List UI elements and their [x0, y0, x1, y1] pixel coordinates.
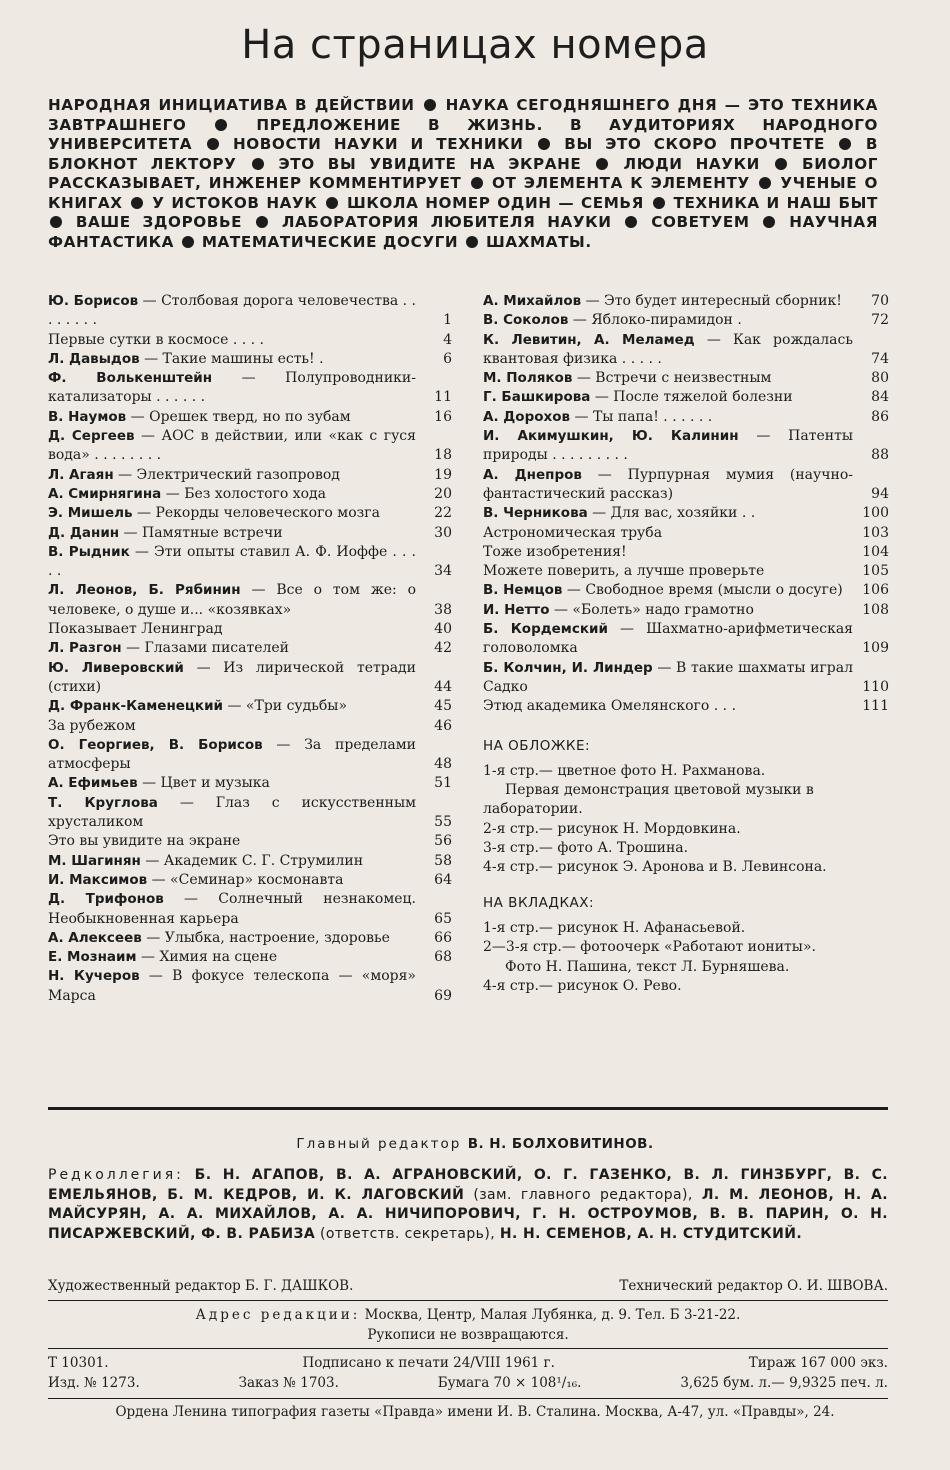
- editorial-board: [48, 1166, 888, 1244]
- toc-title: Можете поверить, а лучше проверьте: [483, 563, 765, 580]
- inserts-heading: НА ВКЛАДКАХ:: [483, 894, 595, 911]
- divider: [48, 1300, 888, 1301]
- toc-title: — Эти опыты ставил А. Ф. Иоффе . . . . .: [48, 543, 416, 580]
- contents-left-column: [48, 292, 452, 1006]
- cover-heading: НА ОБЛОЖКЕ:: [483, 737, 591, 754]
- toc-entry-text: [48, 948, 416, 967]
- toc-title: — «Семинар» космонавта: [147, 871, 344, 888]
- bullet-icon: [326, 197, 338, 209]
- toc-title: — Ты папа! . . . . . .: [570, 408, 713, 425]
- toc-entry-text: [48, 717, 416, 736]
- toc-title: — Улыбка, настроение, здоровье: [141, 929, 390, 946]
- toc-page-number: 109: [862, 640, 889, 657]
- toc-entry: [48, 427, 452, 466]
- toc-title: — Полупроводники-катализаторы . . . . . .: [48, 370, 416, 406]
- toc-page-number: 94: [871, 485, 889, 502]
- toc-entry-text: [48, 466, 416, 485]
- toc-title: — В такие шахматы играл Садко: [483, 659, 853, 695]
- toc-entry-text: [48, 350, 416, 369]
- rubric-item: НОВОСТИ НАУКИ И ТЕХНИКИ: [232, 135, 524, 153]
- toc-author: Н. Кучеров: [48, 968, 140, 985]
- art-editor: Художественный редактор Б. Г. ДАШКОВ.: [48, 1278, 354, 1294]
- toc-entry: [483, 697, 889, 716]
- credit-line: Первая демонстрация цветовой музыки в лаборатории.: [483, 782, 814, 818]
- toc-title: Показывает Ленинград: [48, 621, 223, 638]
- toc-title: Это вы увидите на экране: [48, 833, 241, 850]
- toc-entry: [483, 659, 889, 698]
- toc-entry: [48, 717, 452, 736]
- toc-entry-text: [48, 774, 416, 793]
- toc-entry-text: [48, 620, 416, 639]
- bullet-icon: [256, 216, 268, 228]
- page-title: На страницах номера: [241, 22, 709, 68]
- chief-editor-name: В. Н. БОЛХОВИТИНОВ.: [467, 1136, 654, 1152]
- toc-title: — Солнечный незнакомец. Необыкновенная карьера: [48, 891, 416, 927]
- toc-entry: [48, 466, 452, 485]
- toc-author: Д. Сергеев: [48, 428, 135, 445]
- toc-entry: [483, 292, 889, 311]
- toc-page-number: 42: [434, 640, 452, 657]
- credit-line: 2—3-я стр.— фотоочерк «Работают иониты».: [483, 939, 816, 956]
- toc-title: За рубежом: [48, 717, 136, 734]
- toc-author: Ю. Борисов: [48, 293, 139, 309]
- toc-author: И. Максимов: [48, 871, 148, 888]
- toc-entry-text: [483, 427, 853, 466]
- rubric-item: НАРОДНАЯ ИНИЦИАТИВА В ДЕЙСТВИИ: [48, 96, 415, 114]
- divider: [48, 1107, 888, 1110]
- toc-title: — «Три судьбы»: [223, 698, 348, 715]
- rubric-item: УЧЕНЫЕ О КНИГАХ: [48, 174, 878, 212]
- toc-entry: [483, 427, 889, 466]
- toc-author: И. Нетто: [483, 601, 550, 618]
- toc-page-number: 86: [871, 408, 889, 425]
- toc-entry: [48, 697, 452, 716]
- manuscripts-note: Рукописи не возвращаются.: [367, 1326, 569, 1343]
- contents-right-column: [483, 292, 889, 996]
- toc-title: — Памятные встречи: [119, 524, 283, 541]
- rubric-item: НАУКА СЕГОДНЯШНЕГО ДНЯ — ЭТО ТЕХНИКА ЗАВТРАШНЕГО: [48, 96, 878, 134]
- bullet-icon: [424, 99, 436, 111]
- toc-page-number: 72: [871, 312, 889, 329]
- address-block: [48, 1306, 888, 1345]
- rubric-item: МАТЕМАТИЧЕСКИЕ ДОСУГИ: [201, 232, 459, 251]
- imprint-row-2: [48, 1374, 888, 1394]
- toc-entry: [483, 369, 889, 388]
- chief-editor: [0, 1136, 950, 1152]
- toc-page-number: 40: [434, 621, 452, 638]
- toc-entry-text: [48, 427, 416, 466]
- toc-author: О. Георгиев, В. Борисов: [48, 736, 263, 753]
- toc-page-number: 65: [434, 910, 452, 927]
- toc-title: — Встречи с неизвестным: [572, 370, 772, 387]
- toc-page-number: 19: [434, 466, 452, 483]
- toc-entry: [483, 524, 889, 543]
- bullet-icon: [252, 158, 264, 170]
- toc-title: — АОС в действии, или «как с гуся вода» . . . . . . . .: [48, 428, 416, 464]
- toc-entry-text: [483, 369, 853, 388]
- toc-page-number: 45: [434, 698, 452, 715]
- board-note-1: (зам. главного редактора),: [473, 1186, 693, 1203]
- toc-title: Астрономическая труба: [483, 524, 663, 541]
- toc-entry-text: [483, 659, 853, 698]
- board-note-2: (ответств. секретарь),: [319, 1225, 496, 1242]
- toc-entry-text: [483, 408, 853, 427]
- toc-entry-text: [483, 524, 853, 543]
- toc-page-number: 46: [434, 717, 452, 734]
- toc-title: — Глазами писателей: [121, 640, 289, 657]
- printer-info: Ордена Ленина типография газеты «Правда» имени И. В. Сталина. Москва, А-47, ул. «Правды», 24.: [115, 1404, 835, 1420]
- toc-title: — В фокусе телескопа — «моря» Марса: [48, 968, 416, 1004]
- toc-page-number: 30: [434, 524, 452, 541]
- toc-page-number: 66: [434, 929, 452, 946]
- toc-page-number: 56: [434, 833, 452, 850]
- rubric-item: ЛАБОРАТОРИЯ ЛЮБИТЕЛЯ НАУКИ: [281, 213, 612, 231]
- toc-entry-text: [483, 581, 853, 600]
- toc-page-number: 88: [871, 447, 889, 464]
- rubric-item: ТЕХНИКА И НАШ БЫТ: [673, 193, 878, 212]
- bullet-icon: [50, 216, 62, 228]
- toc-page-number: 80: [871, 370, 889, 387]
- toc-page-number: 69: [434, 987, 452, 1004]
- toc-entry: [48, 485, 452, 504]
- board-label: Редколлегия:: [48, 1167, 184, 1183]
- toc-title: — Яблоко-пирамидон .: [568, 312, 742, 329]
- toc-title: — Патенты природы . . . . . . . . .: [483, 428, 853, 464]
- credit-line: 1-я стр.— рисунок Н. Афанасьевой.: [483, 919, 746, 936]
- toc-entry-text: [48, 736, 416, 775]
- credit-line: 4-я стр.— рисунок Э. Аронова и В. Левинсона.: [483, 859, 827, 876]
- toc-entry-text: [483, 504, 853, 523]
- toc-author: Э. Мишель: [48, 505, 133, 522]
- toc-entry: [48, 408, 452, 427]
- toc-entry: [48, 543, 452, 582]
- credit-line: 4-я стр.— рисунок О. Рево.: [483, 977, 682, 994]
- toc-page-number: 105: [862, 563, 889, 580]
- toc-author: Д. Франк-Каменецкий: [48, 698, 224, 715]
- toc-entry: [48, 890, 452, 929]
- toc-entry-text: [48, 852, 416, 871]
- toc-author: К. Левитин, А. Меламед: [483, 331, 695, 348]
- toc-author: В. Рыдник: [48, 543, 130, 560]
- toc-page-number: 38: [434, 601, 452, 618]
- credit-line: 1-я стр.— цветное фото Н. Рахманова.: [483, 762, 766, 779]
- toc-title: — Такие машины есть! .: [139, 350, 324, 367]
- toc-entry-text: [48, 639, 416, 658]
- toc-title: — Свободное время (мысли о досуге): [562, 582, 843, 599]
- toc-author: А. Смирнягина: [48, 485, 162, 502]
- toc-author: Ф. Волькенштейн: [48, 370, 213, 387]
- toc-author: Л. Разгон: [48, 640, 122, 657]
- toc-page-number: 58: [434, 852, 452, 869]
- toc-page-number: 70: [871, 293, 889, 309]
- toc-page-number: 11: [434, 389, 452, 406]
- toc-entry: [483, 311, 889, 330]
- toc-entry-text: [48, 331, 416, 350]
- bullet-icon: [215, 119, 227, 131]
- toc-entry: [48, 871, 452, 890]
- toc-entry: [48, 852, 452, 871]
- toc-page-number: 103: [862, 524, 889, 541]
- toc-title: — Из лирической тетради (стихи): [48, 659, 416, 695]
- toc-page-number: 104: [862, 543, 889, 560]
- toc-title: — Без холостого хода: [161, 485, 327, 502]
- bullet-icon: [596, 158, 608, 170]
- divider: [48, 1348, 888, 1349]
- toc-entry-text: [48, 697, 416, 716]
- toc-entry-text: [48, 524, 416, 543]
- toc-entry-text: [48, 292, 416, 331]
- imprint-row-1: [48, 1354, 888, 1374]
- toc-page-number: 106: [862, 582, 889, 599]
- toc-page-number: 55: [434, 814, 452, 831]
- toc-entry: [48, 794, 452, 833]
- toc-author: Ю. Ливеровский: [48, 659, 184, 676]
- rubric-item: ВЫ ЭТО СКОРО ПРОЧТЕТЕ: [564, 135, 826, 153]
- board-members-3: Н. Н. СЕМЕНОВ, А. Н. СТУДИТСКИЙ.: [499, 1225, 803, 1242]
- toc-page-number: 68: [434, 949, 452, 966]
- toc-title: — Академик С. Г. Струмилин: [140, 852, 364, 869]
- toc-author: Л. Давыдов: [48, 350, 140, 367]
- toc-title: — Цвет и музыка: [137, 775, 270, 792]
- toc-entry: [48, 659, 452, 698]
- toc-entry-text: [48, 581, 416, 620]
- toc-page-number: 74: [871, 350, 889, 367]
- toc-author: Б. Кордемский: [483, 621, 608, 638]
- rubric-item: СОВЕТУЕМ: [651, 213, 750, 231]
- toc-title: — Химия на сцене: [136, 949, 278, 966]
- toc-entry: [48, 639, 452, 658]
- toc-title: — Как рождалась квантовая физика . . . . .: [483, 331, 853, 367]
- toc-entry: [48, 620, 452, 639]
- bullet-icon: [839, 138, 851, 150]
- toc-entry-text: [48, 871, 416, 890]
- toc-page-number: 1: [443, 312, 452, 329]
- toc-entry: [483, 504, 889, 523]
- toc-author: А. Алексеев: [48, 929, 142, 946]
- toc-entry: [48, 369, 452, 408]
- toc-entry-text: [483, 466, 853, 505]
- credit-line: 3-я стр.— фото А. Трошина.: [483, 840, 689, 857]
- toc-entry: [483, 408, 889, 427]
- imprint-number: Т 10301.: [48, 1355, 109, 1371]
- toc-author: Т. Круглова: [48, 794, 158, 811]
- bullet-icon: [653, 197, 665, 209]
- toc-author: В. Немцов: [483, 582, 563, 599]
- toc-author: И. Акимушкин, Ю. Калинин: [483, 428, 739, 445]
- bullet-icon: [759, 177, 771, 189]
- toc-title: — Все о том же: о человеке, о душе и... «козявках»: [48, 582, 416, 618]
- rubric-item: БИОЛОГ РАССКАЗЫВАЕТ, ИНЖЕНЕР КОММЕНТИРУЕТ: [48, 154, 879, 192]
- toc-entry-text: [48, 794, 416, 833]
- toc-entry: [48, 504, 452, 523]
- imprint-circulation: Тираж 167 000 экз.: [748, 1355, 888, 1371]
- toc-page-number: 20: [434, 485, 452, 502]
- toc-author: А. Ефимьев: [48, 775, 138, 792]
- toc-title: — Пурпурная мумия (научно-фантастический рассказ): [483, 466, 853, 502]
- toc-entry-text: [483, 562, 853, 581]
- board-members-2: Л. М. ЛЕОНОВ, Н. А. МАЙСУРЯН, А. А. МИХАЙЛОВ, А. А. НИЧИПОРОВИЧ, Г. Н. ОСТРОУМОВ, В. В. ПАРИН, О. Н. ПИСАРЖЕВСКИЙ, Ф. В. РАБИЗА: [48, 1186, 889, 1242]
- imprint-sheets: 3,625 бум. л.— 9,9325 печ. л.: [680, 1375, 888, 1391]
- toc-entry-text: [48, 543, 416, 582]
- toc-entry: [483, 581, 889, 600]
- toc-title: — Орешек тверд, но по зубам: [126, 408, 351, 425]
- rubric-item: ШАХМАТЫ.: [486, 232, 592, 251]
- bullet-icon: [471, 177, 483, 189]
- rubric-item: ПРЕДЛОЖЕНИЕ В ЖИЗНЬ. В АУДИТОРИЯХ НАРОДНОГО УНИВЕРСИТЕТА: [48, 115, 878, 153]
- bullet-icon: [775, 158, 787, 170]
- toc-author: М. Шагинян: [48, 852, 141, 869]
- toc-page-number: 84: [871, 389, 889, 406]
- toc-entry-text: [483, 601, 853, 620]
- toc-page-number: 108: [862, 601, 889, 618]
- toc-entry: [483, 601, 889, 620]
- rubrics-list: [48, 96, 878, 252]
- credit-line: Фото Н. Пашина, текст Л. Бурняшева.: [505, 958, 790, 975]
- divider: [48, 1398, 888, 1399]
- rubric-item: ЭТО ВЫ УВИДИТЕ НА ЭКРАНЕ: [278, 154, 582, 173]
- toc-title: — После тяжелой болезни: [590, 389, 793, 406]
- toc-entry-text: [48, 369, 416, 408]
- toc-entry: [48, 736, 452, 775]
- toc-author: В. Соколов: [483, 312, 569, 329]
- toc-title: — Шахматно-арифметическая головоломка: [483, 621, 853, 657]
- toc-title: — Столбовая дорога человечества . . . . . . . .: [48, 293, 416, 329]
- toc-title: — Для вас, хозяйки . .: [587, 505, 756, 522]
- toc-author: Д. Данин: [48, 524, 120, 541]
- address-label: Адрес редакции:: [195, 1307, 361, 1323]
- editors-row: [48, 1277, 888, 1297]
- toc-author: А. Днепров: [483, 466, 582, 483]
- toc-entry-text: [483, 292, 853, 311]
- toc-entry: [48, 581, 452, 620]
- toc-entry: [48, 524, 452, 543]
- bullet-icon: [763, 216, 775, 228]
- toc-entry: [48, 929, 452, 948]
- toc-page-number: 111: [862, 698, 889, 715]
- toc-page-number: 4: [443, 331, 452, 348]
- toc-title: — Рекорды человеческого мозга: [132, 505, 380, 522]
- toc-entry: [48, 967, 452, 1006]
- bullet-icon: [207, 138, 219, 150]
- toc-page-number: 16: [434, 408, 452, 425]
- toc-entry: [48, 948, 452, 967]
- toc-author: А. Дорохов: [483, 408, 571, 425]
- toc-entry: [483, 543, 889, 562]
- imprint-edition: Изд. № 1273.: [48, 1375, 140, 1391]
- toc-entry: [48, 331, 452, 350]
- toc-title: Первые сутки в космосе . . . .: [48, 331, 264, 348]
- bullet-icon: [182, 236, 194, 248]
- toc-page-number: 100: [862, 505, 889, 522]
- toc-entry: [483, 388, 889, 407]
- toc-entry: [48, 832, 452, 851]
- toc-entry: [483, 331, 889, 370]
- toc-title: — Электрический газопровод: [113, 466, 340, 483]
- rubric-item: У ИСТОКОВ НАУК: [152, 193, 318, 212]
- toc-author: Л. Агаян: [48, 466, 114, 483]
- toc-entry-text: [48, 890, 416, 929]
- toc-entry-text: [48, 408, 416, 427]
- toc-author: Л. Леонов, Б. Рябинин: [48, 582, 241, 599]
- toc-entry: [48, 292, 452, 331]
- toc-title: — Глаз с искусственным хрусталиком: [48, 794, 416, 831]
- board-members-1: Б. Н. АГАПОВ, В. А. АГРАНОВСКИЙ, О. Г. ГАЗЕНКО, В. Л. ГИНЗБУРГ, В. С. ЕМЕЛЬЯНОВ, Б. М. КЕДРОВ, И. К. ЛАГОВСКИЙ: [48, 1167, 888, 1203]
- toc-entry-text: [48, 929, 416, 948]
- tech-editor: Технический редактор О. И. ШВОВА.: [619, 1278, 888, 1294]
- toc-entry: [483, 562, 889, 581]
- toc-author: В. Наумов: [48, 408, 127, 425]
- toc-page-number: 18: [434, 447, 452, 464]
- rubric-item: В БЛОКНОТ ЛЕКТОРУ: [48, 135, 879, 173]
- bullet-icon: [625, 216, 637, 228]
- toc-page-number: 51: [434, 775, 452, 792]
- toc-entry-text: [48, 485, 416, 504]
- rubric-item: НАУЧНАЯ ФАНТАСТИКА: [48, 213, 879, 251]
- toc-page-number: 34: [434, 563, 452, 580]
- toc-page-number: 44: [434, 678, 452, 695]
- toc-entry-text: [483, 697, 853, 716]
- toc-entry-text: [48, 967, 416, 1006]
- toc-entry-text: [48, 832, 416, 851]
- toc-page-number: 6: [443, 350, 452, 367]
- toc-entry-text: [48, 504, 416, 523]
- bullet-icon: [466, 236, 478, 248]
- toc-page-number: 64: [434, 871, 452, 888]
- toc-entry: [48, 774, 452, 793]
- toc-author: Б. Колчин, И. Линдер: [483, 659, 653, 676]
- rubric-item: ШКОЛА НОМЕР ОДИН — СЕМЬЯ: [346, 193, 644, 212]
- imprint-paper: Бумага 70 × 108¹/₁₆.: [437, 1375, 582, 1391]
- toc-entry-text: [483, 620, 853, 659]
- bullet-icon: [538, 138, 550, 150]
- toc-author: Г. Башкирова: [483, 389, 591, 406]
- toc-entry-text: [483, 388, 853, 407]
- imprint-signed: Подписано к печати 24/VIII 1961 г.: [302, 1355, 555, 1371]
- toc-page-number: 48: [434, 756, 452, 773]
- toc-title: — Это будет интересный сборник!: [581, 293, 842, 309]
- credit-line: 2-я стр.— рисунок Н. Мордовкина.: [483, 820, 741, 837]
- toc-entry-text: [483, 543, 853, 562]
- toc-title: — «Болеть» надо грамотно: [549, 601, 754, 618]
- toc-title: Тоже изобретения!: [483, 543, 627, 560]
- chief-editor-label: Главный редактор: [296, 1136, 462, 1152]
- rubric-item: ВАШЕ ЗДОРОВЬЕ: [75, 213, 243, 231]
- toc-entry: [483, 620, 889, 659]
- toc-entry-text: [48, 659, 416, 698]
- bullet-icon: [131, 197, 143, 209]
- toc-title: Этюд академика Омелянского . . .: [483, 698, 737, 715]
- toc-entry: [48, 350, 452, 369]
- toc-page-number: 22: [434, 505, 452, 522]
- rubric-item: ОТ ЭЛЕМЕНТА К ЭЛЕМЕНТУ: [491, 174, 750, 192]
- toc-title: — За пределами атмосферы: [48, 736, 416, 773]
- toc-author: В. Черникова: [483, 505, 588, 522]
- toc-author: А. Михайлов: [483, 293, 582, 309]
- toc-author: Д. Трифонов: [48, 891, 164, 908]
- toc-entry-text: [483, 311, 853, 330]
- toc-author: М. Поляков: [483, 370, 573, 387]
- toc-author: Е. Мознаим: [48, 949, 137, 966]
- rubric-item: ЛЮДИ НАУКИ: [623, 154, 760, 173]
- imprint-order: Заказ № 1703.: [238, 1375, 339, 1391]
- toc-page-number: 110: [862, 678, 889, 695]
- toc-entry: [483, 466, 889, 505]
- toc-entry-text: [483, 331, 853, 370]
- address: Москва, Центр, Малая Лубянка, д. 9. Тел. Б 3-21-22.: [364, 1307, 741, 1323]
